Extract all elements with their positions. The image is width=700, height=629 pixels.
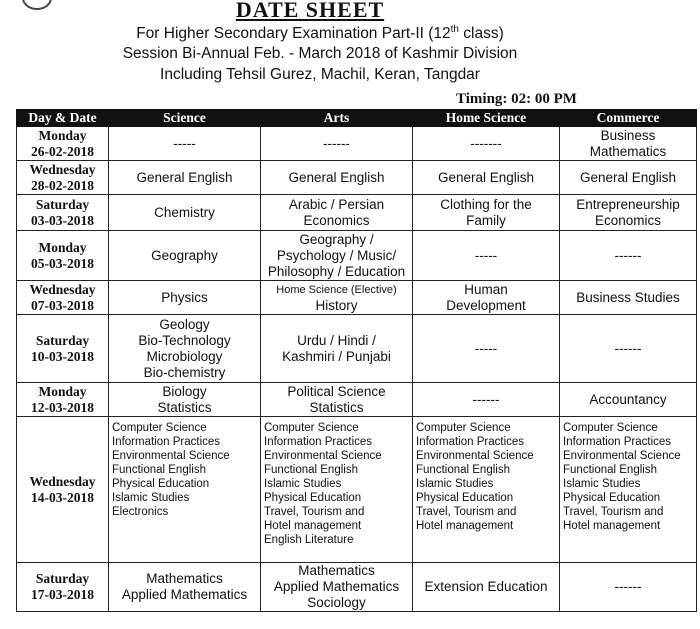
subject-name: Environmental Science xyxy=(112,450,230,462)
science-subject-cell xyxy=(109,281,261,315)
date-sheet-table xyxy=(16,109,697,612)
subject-name: Computer Science xyxy=(416,422,511,434)
subtitle-exam-end: class) xyxy=(459,25,504,43)
arts-subject-cell xyxy=(261,563,413,612)
subject-name: ----- xyxy=(474,340,498,356)
table-row xyxy=(17,195,697,231)
subject-name: Electronics xyxy=(112,506,169,518)
subject-name: Geography xyxy=(151,247,218,263)
subject-name: Philosophy / Education xyxy=(267,263,406,279)
arts-subject-cell xyxy=(261,281,413,315)
subject-name: Urdu / Hindi / xyxy=(297,332,376,348)
exam-date: 12-03-2018 xyxy=(31,399,94,415)
arts-subject-cell xyxy=(261,417,413,563)
exam-date: 10-03-2018 xyxy=(31,348,94,364)
commerce-subject-cell xyxy=(560,563,697,612)
subject-name: Information Practices xyxy=(416,436,525,448)
commerce-subject-cell xyxy=(560,383,697,417)
table-row xyxy=(17,161,697,195)
subject-name: Information Practices xyxy=(112,436,221,448)
subtitle-exam xyxy=(0,24,640,43)
subject-name: Chemistry xyxy=(154,204,215,220)
arts-subject-cell xyxy=(261,231,413,281)
subject-name: Hotel management xyxy=(264,520,362,532)
weekday: Wednesday xyxy=(29,281,96,297)
subject-name: Mathematics xyxy=(146,571,223,586)
subject-name: Bio-chemistry xyxy=(143,364,226,380)
subject-name: Accountancy xyxy=(589,391,667,407)
subject-name: Environmental Science xyxy=(416,450,534,462)
commerce-subject-cell xyxy=(560,231,697,281)
subject-name: English Literature xyxy=(264,534,354,546)
subject-name: Extension Education xyxy=(424,579,548,594)
home-science-subject-cell xyxy=(413,281,560,315)
exam-date: 14-03-2018 xyxy=(31,489,94,505)
weekday: Monday xyxy=(38,383,87,399)
column-header-home-science: Home Science xyxy=(413,110,560,127)
commerce-subject-cell xyxy=(560,281,697,315)
commerce-subject-cell xyxy=(560,127,697,161)
subject-name: Physical Education xyxy=(563,492,661,504)
subject-name: Islamic Studies xyxy=(563,478,641,490)
exam-date: 26-02-2018 xyxy=(31,143,94,159)
exam-timing: Timing: 02: 00 PM xyxy=(456,91,577,107)
home-science-subject-cell xyxy=(413,231,560,281)
subtitle-region: Including Tehsil Gurez, Machil, Keran, Tangdar xyxy=(160,66,480,83)
subject-name: ------ xyxy=(614,340,642,356)
weekday: Saturday xyxy=(35,571,90,586)
subtitle-exam-sup: th xyxy=(450,24,459,35)
date-cell xyxy=(17,383,109,417)
subject-name: Physical Education xyxy=(112,478,210,490)
table-row xyxy=(17,563,697,612)
arts-subject-cell xyxy=(261,383,413,417)
home-science-subject-cell xyxy=(413,161,560,195)
subject-name: Mathematics xyxy=(298,563,375,578)
subject-name: General English xyxy=(437,169,535,185)
date-cell xyxy=(17,281,109,315)
date-cell xyxy=(17,563,109,612)
table-row xyxy=(17,281,697,315)
science-subject-cell xyxy=(109,127,261,161)
home-science-subject-cell xyxy=(413,383,560,417)
subject-name: Geology xyxy=(159,316,210,332)
date-cell xyxy=(17,127,109,161)
science-subject-cell xyxy=(109,417,261,563)
table-header-row xyxy=(17,110,697,127)
subject-name: Statistics xyxy=(157,399,212,415)
science-subject-cell xyxy=(109,563,261,612)
home-science-subject-cell xyxy=(413,563,560,612)
subject-name: Economics xyxy=(594,212,662,228)
subject-name: Applied Mathematics xyxy=(121,587,248,602)
date-cell xyxy=(17,231,109,281)
subject-name: Statistics xyxy=(309,399,364,415)
column-header-science: Science xyxy=(109,110,261,127)
subject-name: Mathematics xyxy=(589,143,667,159)
subject-name: Applied Mathematics xyxy=(273,579,400,594)
science-subject-cell xyxy=(109,161,261,195)
subject-name: ----- xyxy=(173,135,196,151)
subtitle-exam-text: For Higher Secondary Examination Part-II (12 xyxy=(136,25,451,43)
arts-subject-cell xyxy=(261,195,413,231)
subject-name: Travel, Tourism and xyxy=(416,506,517,518)
subject-name: General English xyxy=(579,169,677,185)
subject-name: Family xyxy=(466,212,506,228)
table-row xyxy=(17,315,697,383)
subject-name: Clothing for the xyxy=(440,196,532,212)
arts-subject-cell xyxy=(261,127,413,161)
subject-name: Arabic / Persian xyxy=(288,196,385,212)
column-header-arts: Arts xyxy=(261,110,413,127)
commerce-subject-cell xyxy=(560,315,697,383)
subject-name: ------ xyxy=(472,391,500,407)
subject-name: History xyxy=(315,297,358,313)
subject-name: Information Practices xyxy=(563,436,672,448)
subject-name: Hotel management xyxy=(563,520,661,532)
weekday: Saturday xyxy=(35,332,90,348)
subject-name: Home Science (Elective) xyxy=(276,283,397,296)
home-science-subject-cell xyxy=(413,417,560,563)
weekday: Wednesday xyxy=(29,473,96,489)
subject-name: Bio-Technology xyxy=(138,332,231,348)
subject-name: ------ xyxy=(614,579,642,594)
column-header-date: Day & Date xyxy=(17,110,109,127)
subject-name: Microbiology xyxy=(146,348,223,364)
subject-name: Hotel management xyxy=(416,520,514,532)
date-cell xyxy=(17,195,109,231)
subject-name: Entrepreneurship xyxy=(576,196,680,212)
arts-subject-cell xyxy=(261,315,413,383)
subject-name: Sociology xyxy=(307,595,366,610)
subject-name: Psychology / Music/ xyxy=(276,247,397,263)
exam-date: 28-02-2018 xyxy=(31,177,94,193)
subject-name: Functional English xyxy=(416,464,510,476)
subject-name: General English xyxy=(136,169,233,185)
subject-name: Travel, Tourism and xyxy=(563,506,664,518)
commerce-subject-cell xyxy=(560,417,697,563)
subject-name: Environmental Science xyxy=(264,450,382,462)
subject-name: Business Studies xyxy=(576,289,680,305)
weekday: Wednesday xyxy=(29,161,96,177)
subject-name: Business xyxy=(600,127,656,143)
science-subject-cell xyxy=(109,231,261,281)
date-cell xyxy=(17,315,109,383)
exam-date: 17-03-2018 xyxy=(31,587,94,602)
subject-name: Physics xyxy=(161,289,208,305)
home-science-subject-cell xyxy=(413,315,560,383)
table-row xyxy=(17,417,697,563)
subject-name: ----- xyxy=(474,247,498,263)
weekday: Saturday xyxy=(35,196,90,212)
subject-name: Islamic Studies xyxy=(264,478,342,490)
subject-name: Physical Education xyxy=(264,492,362,504)
exam-date: 03-03-2018 xyxy=(31,212,94,228)
date-cell xyxy=(17,161,109,195)
subject-name: Computer Science xyxy=(112,422,207,434)
subject-name: Physical Education xyxy=(416,492,514,504)
subject-name: Functional English xyxy=(563,464,657,476)
table-row xyxy=(17,383,697,417)
subject-name: Economics xyxy=(303,212,370,228)
subtitle-session: Session Bi-Annual Feb. - March 2018 of Kashmir Division xyxy=(122,45,518,62)
subject-name: Information Practices xyxy=(264,436,373,448)
science-subject-cell xyxy=(109,315,261,383)
column-header-commerce: Commerce xyxy=(560,110,697,127)
subject-name: Human xyxy=(464,281,508,297)
page-title: DATE SHEET xyxy=(235,0,385,22)
home-science-subject-cell xyxy=(413,127,560,161)
subject-name: Travel, Tourism and xyxy=(264,506,365,518)
weekday: Monday xyxy=(38,127,87,143)
subject-name: Computer Science xyxy=(563,422,658,434)
subject-name: Geography / xyxy=(299,231,374,247)
subject-name: Functional English xyxy=(264,464,358,476)
subject-name: Political Science xyxy=(287,383,386,399)
subject-name: Biology xyxy=(162,383,207,399)
date-cell xyxy=(17,417,109,563)
arts-subject-cell xyxy=(261,161,413,195)
table-row xyxy=(17,231,697,281)
subject-name: Islamic Studies xyxy=(416,478,494,490)
home-science-subject-cell xyxy=(413,195,560,231)
subject-name: Kashmiri / Punjabi xyxy=(282,348,391,364)
exam-date: 05-03-2018 xyxy=(31,255,94,271)
subject-name: Environmental Science xyxy=(563,450,681,462)
exam-date: 07-03-2018 xyxy=(31,297,94,313)
subject-name: Computer Science xyxy=(264,422,359,434)
subject-name: Functional English xyxy=(112,464,206,476)
subject-name: General English xyxy=(288,169,385,185)
subject-name: ------- xyxy=(470,135,502,151)
subject-name: Development xyxy=(446,297,526,313)
science-subject-cell xyxy=(109,195,261,231)
commerce-subject-cell xyxy=(560,195,697,231)
subject-name: ------ xyxy=(323,135,350,151)
weekday: Monday xyxy=(38,239,87,255)
subject-name: ------ xyxy=(614,247,642,263)
commerce-subject-cell xyxy=(560,161,697,195)
science-subject-cell xyxy=(109,383,261,417)
subject-name: Islamic Studies xyxy=(112,492,190,504)
table-row xyxy=(17,127,697,161)
